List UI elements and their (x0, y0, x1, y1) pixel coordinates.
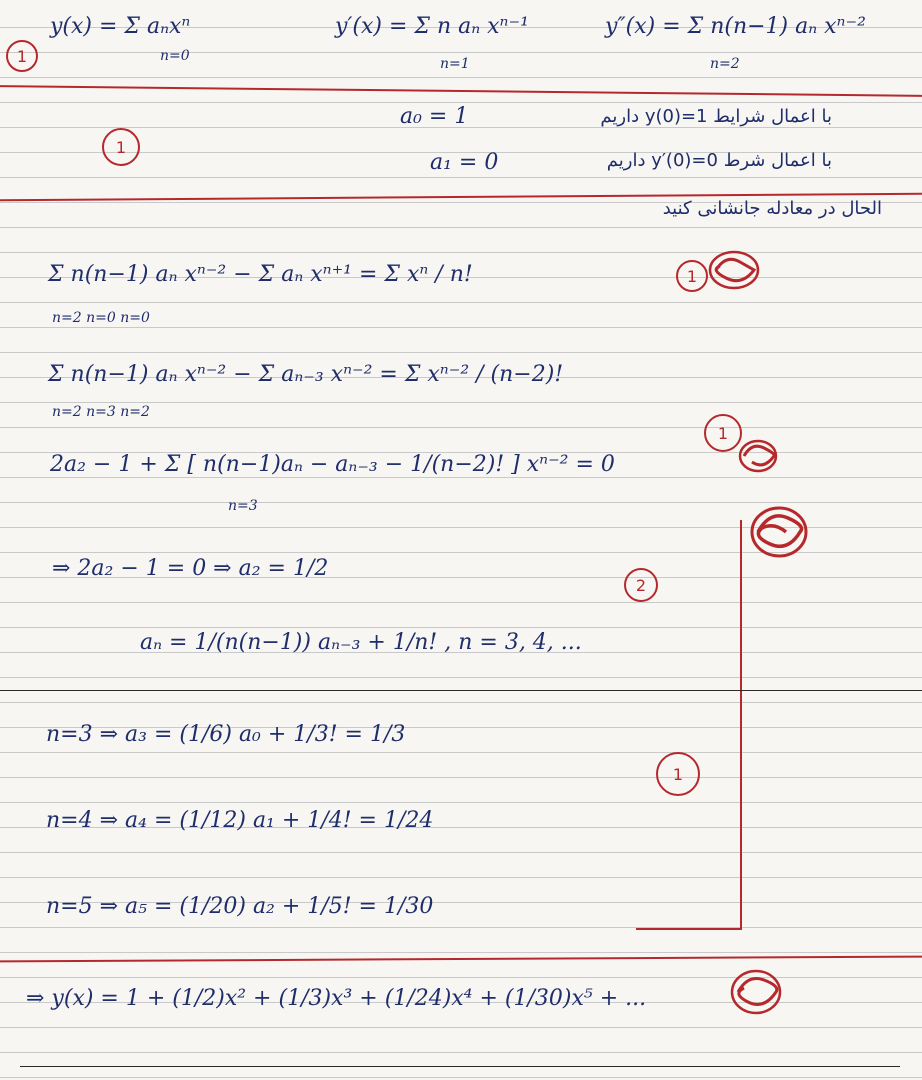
score-mark: 1 (676, 260, 708, 292)
final-series-solution: ⇒ y(x) = 1 + (1/2)x² + (1/3)x³ + (1/24)x⁴ + (1/30)x⁵ + ... (26, 986, 647, 1011)
red-scribble-icon (736, 436, 780, 476)
substituted-equation-2: Σ n(n−1) aₙ xⁿ⁻² − Σ aₙ₋₃ xⁿ⁻² = Σ xⁿ⁻² / (n−2)! (48, 362, 564, 387)
a4-coefficient: n=4 ⇒ a₄ = (1/12) a₁ + 1/4! = 1/24 (46, 808, 434, 833)
y-prime-definition: y′(x) = Σ n aₙ xⁿ⁻¹ (335, 14, 529, 39)
red-scribble-icon (728, 966, 784, 1018)
condition-line-2: با اعمال شرط y′(0)=0 داریم (606, 150, 832, 171)
score-mark: 1 (656, 752, 700, 796)
a5-coefficient: n=5 ⇒ a₅ = (1/20) a₂ + 1/5! = 1/30 (46, 894, 434, 919)
section-divider (0, 85, 922, 97)
condition-line-1: با اعمال شرایط y(0)=1 داریم (600, 106, 832, 127)
a2-solution: ⇒ 2a₂ − 1 = 0 ⇒ a₂ = 1/2 (52, 556, 329, 581)
score-mark: 1 (102, 128, 140, 166)
y-prime-lower-limit: n=1 (440, 56, 470, 72)
y-double-prime-lower-limit: n=2 (710, 56, 740, 72)
grading-bracket (740, 520, 742, 930)
page-bottom-rule (20, 1066, 900, 1067)
grading-bracket-foot (636, 928, 742, 930)
condition-result-1: a₀ = 1 (400, 104, 469, 129)
section-divider (0, 690, 922, 691)
a3-coefficient: n=3 ⇒ a₃ = (1/6) a₀ + 1/3! = 1/3 (46, 722, 406, 747)
y-double-prime-definition: y″(x) = Σ n(n−1) aₙ xⁿ⁻² (605, 14, 866, 39)
substituted-equation-1: Σ n(n−1) aₙ xⁿ⁻² − Σ aₙ xⁿ⁺¹ = Σ xⁿ / n! (48, 262, 473, 287)
substituted-equation-1-limits: n=2 n=0 n=0 (52, 310, 150, 326)
substitution-instruction: الحال در معادله جانشانی کنید (662, 198, 882, 219)
red-scribble-icon (748, 502, 810, 562)
condition-result-2: a₁ = 0 (430, 150, 499, 175)
combined-series-limit: n=3 (228, 498, 258, 514)
combined-series-equation: 2a₂ − 1 + Σ [ n(n−1)aₙ − aₙ₋₃ − 1/(n−2)! ] xⁿ⁻² = 0 (50, 452, 615, 477)
y-series-definition: y(x) = Σ aₙxⁿ (50, 14, 191, 39)
score-mark: 1 (704, 414, 742, 452)
section-divider (0, 956, 922, 963)
red-scribble-icon (706, 248, 762, 292)
substituted-equation-2-limits: n=2 n=3 n=2 (52, 404, 150, 420)
score-mark: 1 (6, 40, 38, 72)
recurrence-relation: aₙ = 1/(n(n−1)) aₙ₋₃ + 1/n! , n = 3, 4, ... (140, 630, 582, 655)
score-mark: 2 (624, 568, 658, 602)
y-series-lower-limit: n=0 (160, 48, 190, 64)
